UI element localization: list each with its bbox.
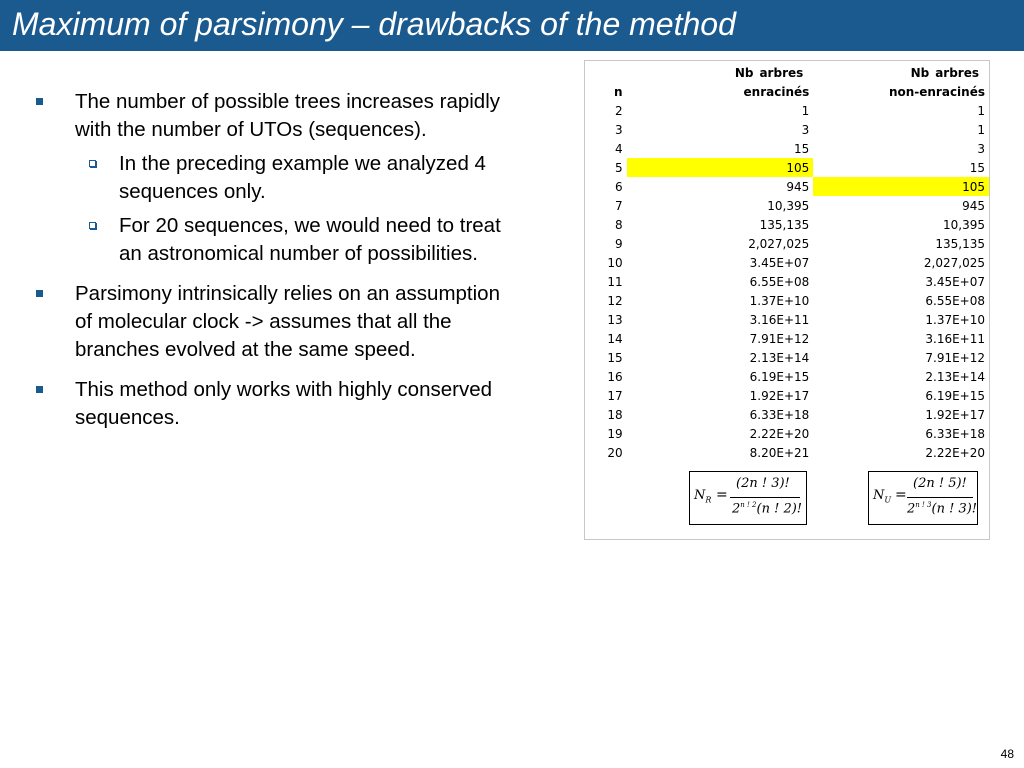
- cell-unrooted: 2.13E+14: [925, 369, 985, 384]
- formula-unrooted-numerator: (2n ! 5)!: [913, 476, 967, 491]
- cell-n: 8: [614, 217, 623, 232]
- hollow-square-bullet-icon: [89, 222, 96, 229]
- bullet-text: Parsimony intrinsically relies on an assumption of molecular clock -> assumes that all the branches evolved at the same speed.: [75, 282, 500, 361]
- cell-n: 6: [614, 179, 623, 194]
- cell-n: 18: [607, 407, 623, 422]
- cell-n: 10: [607, 255, 623, 270]
- cell-unrooted: 135,135: [935, 236, 985, 251]
- tree-count-table-panel: [584, 60, 990, 540]
- table-row: [591, 196, 989, 215]
- cell-n: 15: [607, 350, 623, 365]
- cell-n: 16: [607, 369, 623, 384]
- bullet-item: [36, 88, 506, 268]
- table-header-row-1: [591, 63, 989, 82]
- cell-unrooted: 6.55E+08: [925, 293, 985, 308]
- cell-rooted: 1: [801, 103, 810, 118]
- tree-count-table: [591, 63, 989, 462]
- formula-rooted-numerator: (2n ! 3)!: [736, 476, 790, 491]
- table-row: [591, 386, 989, 405]
- cell-unrooted: 1: [977, 103, 985, 118]
- cell-rooted: 6.19E+15: [749, 369, 810, 384]
- table-row: [591, 348, 989, 367]
- cell-rooted: 10,395: [767, 198, 810, 213]
- table-row: [591, 424, 989, 443]
- formula-unrooted: [868, 471, 978, 525]
- slide-title: Maximum of parsimony – drawbacks of the method: [12, 6, 736, 42]
- square-bullet-icon: [36, 386, 43, 393]
- cell-rooted: 1.37E+10: [749, 293, 810, 308]
- cell-n: 11: [607, 274, 623, 289]
- formula-unrooted-eq: =: [895, 487, 907, 503]
- cell-unrooted: 1.37E+10: [925, 312, 985, 327]
- cell-unrooted: 3.45E+07: [925, 274, 985, 289]
- cell-unrooted: 2.22E+20: [925, 445, 985, 460]
- table-row: [591, 329, 989, 348]
- table-row: [591, 443, 989, 462]
- cell-n: 9: [614, 236, 623, 251]
- square-bullet-icon: [36, 98, 43, 105]
- formula-unrooted-denominator: $2^{n ! 3}(n$ ! 3)!: [907, 501, 978, 517]
- cell-unrooted: 1.92E+17: [925, 407, 985, 422]
- table-body: [591, 101, 989, 462]
- cell-rooted: 945: [786, 179, 810, 194]
- table-row: [591, 158, 989, 177]
- cell-rooted: 2,027,025: [748, 236, 810, 251]
- formula-unrooted-fraction-line: [907, 497, 973, 498]
- formula-rooted-fraction-line: [730, 497, 800, 498]
- cell-n: 17: [607, 388, 623, 403]
- cell-n: 20: [607, 445, 623, 460]
- sub-bullet-text: In the preceding example we analyzed 4 sequences only.: [119, 152, 486, 203]
- bullet-list: [36, 88, 506, 444]
- header-unrooted-line1: Nb arbres: [910, 65, 985, 80]
- cell-rooted: 15: [793, 141, 810, 156]
- page-number: 48: [1000, 747, 1014, 761]
- cell-rooted: 3.16E+11: [749, 312, 810, 327]
- table-row: [591, 215, 989, 234]
- bullet-item: [36, 280, 506, 364]
- sub-bullet-item: [83, 150, 506, 206]
- title-bar: [0, 0, 1024, 51]
- table-row: [591, 291, 989, 310]
- cell-rooted: 7.91E+12: [749, 331, 810, 346]
- table-row: [591, 272, 989, 291]
- cell-unrooted: 6.33E+18: [925, 426, 985, 441]
- bullet-text: The number of possible trees increases rapidly with the number of UTOs (sequences).: [75, 90, 501, 141]
- cell-rooted: 3.45E+07: [749, 255, 810, 270]
- header-n-blank: [591, 63, 627, 82]
- cell-n: 4: [614, 141, 623, 156]
- sub-bullet-list: [83, 150, 506, 268]
- cell-unrooted: 7.91E+12: [925, 350, 985, 365]
- cell-unrooted: 6.19E+15: [925, 388, 985, 403]
- bullet-item: [36, 376, 506, 432]
- table-row: [591, 139, 989, 158]
- cell-n: 19: [607, 426, 623, 441]
- table-header-row-2: [591, 82, 989, 101]
- table-row: [591, 405, 989, 424]
- sub-bullet-text: For 20 sequences, we would need to treat an astronomical number of possibilities.: [119, 214, 501, 265]
- header-unrooted-line2: non-enracinés: [888, 84, 985, 99]
- header-n: n: [614, 84, 623, 99]
- cell-rooted: 8.20E+21: [749, 445, 810, 460]
- formula-rooted-eq: =: [716, 487, 728, 503]
- cell-rooted: 3: [801, 122, 810, 137]
- cell-unrooted: 15: [969, 160, 985, 175]
- cell-unrooted: 2,027,025: [923, 255, 985, 270]
- table-row: [591, 177, 989, 196]
- formula-rooted-denominator: $2^{n ! 2}(n$ ! 2)!: [732, 501, 803, 517]
- sub-bullet-item: [83, 212, 506, 268]
- table-row: [591, 234, 989, 253]
- cell-rooted: 6.33E+18: [749, 407, 810, 422]
- cell-n: 3: [614, 122, 623, 137]
- cell-rooted: 6.55E+08: [749, 274, 810, 289]
- cell-n: 12: [607, 293, 623, 308]
- cell-unrooted: 1: [977, 122, 985, 137]
- cell-n: 14: [607, 331, 623, 346]
- formula-rooted-lhs: $N_R$: [694, 488, 712, 505]
- cell-rooted: 135,135: [759, 217, 810, 232]
- hollow-square-bullet-icon: [89, 160, 96, 167]
- cell-rooted: 105: [627, 158, 814, 177]
- table-row: [591, 253, 989, 272]
- formula-rooted: [689, 471, 807, 525]
- cell-unrooted: 945: [962, 198, 985, 213]
- square-bullet-icon: [36, 290, 43, 297]
- bullet-text: This method only works with highly conserved sequences.: [75, 378, 493, 429]
- cell-n: 13: [607, 312, 623, 327]
- cell-unrooted: 3.16E+11: [925, 331, 985, 346]
- table-row: [591, 101, 989, 120]
- cell-unrooted: 10,395: [943, 217, 985, 232]
- table-row: [591, 367, 989, 386]
- formula-unrooted-lhs: $N_U$: [873, 488, 892, 505]
- table-row: [591, 120, 989, 139]
- header-rooted-line1: Nb arbres: [734, 65, 810, 80]
- cell-rooted: 1.92E+17: [749, 388, 810, 403]
- cell-rooted: 2.13E+14: [749, 350, 810, 365]
- cell-unrooted: 105: [813, 177, 989, 196]
- cell-n: 5: [614, 160, 623, 175]
- cell-unrooted: 3: [977, 141, 985, 156]
- cell-rooted: 2.22E+20: [749, 426, 810, 441]
- table-row: [591, 310, 989, 329]
- cell-n: 2: [614, 103, 623, 118]
- header-rooted-line2: enracinés: [743, 84, 810, 99]
- cell-n: 7: [614, 198, 623, 213]
